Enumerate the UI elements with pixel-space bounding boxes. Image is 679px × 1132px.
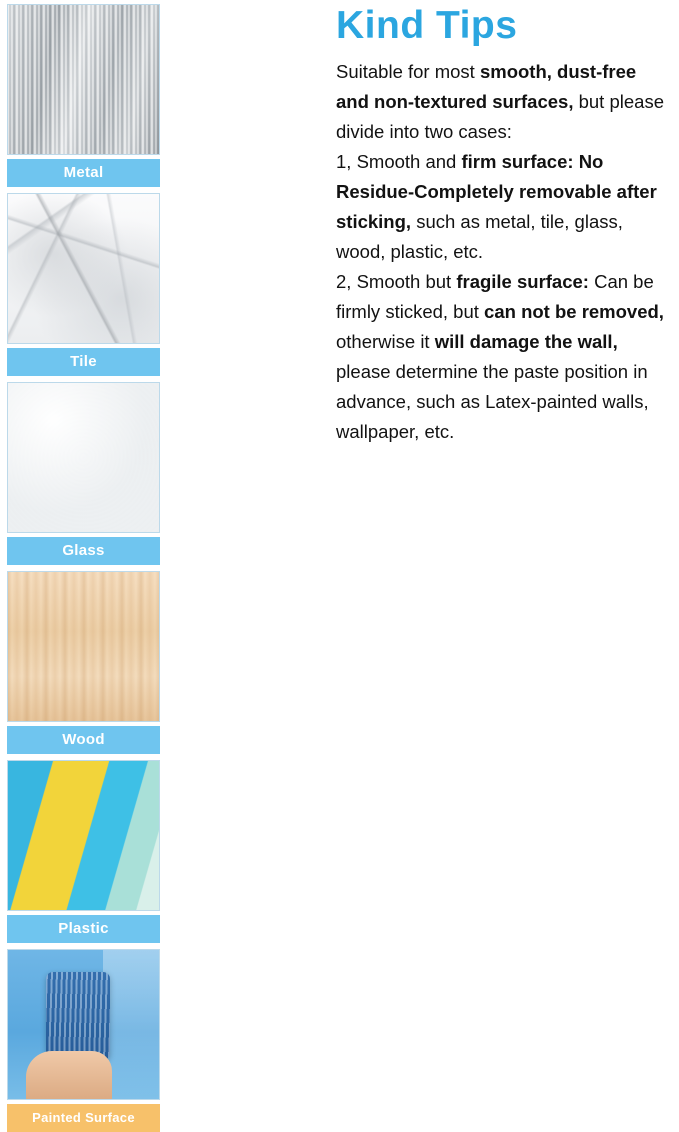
surface-card-plastic <box>7 760 160 943</box>
glass-swatch-image <box>7 382 160 533</box>
wood-swatch-image <box>7 571 160 722</box>
surface-label-tile: Tile <box>7 348 160 376</box>
case2-bold-2: can not be removed, <box>484 300 664 322</box>
surface-label-plastic: Plastic <box>7 915 160 943</box>
paint-roller-icon <box>46 972 110 1060</box>
surface-gallery <box>0 0 322 1125</box>
surface-label-painted-surface: Painted Surface <box>7 1104 160 1132</box>
surface-label-metal: Metal <box>7 159 160 187</box>
case2-bold-3: will damage the wall, <box>434 330 618 352</box>
case-2-paragraph <box>336 267 669 447</box>
tile-swatch-image <box>7 193 160 344</box>
case1-text-1: 1, Smooth and <box>336 150 462 172</box>
intro-bold-1: smooth, dust-free and non-textured surfaces, <box>336 60 637 112</box>
case2-bold-1: fragile surface: <box>456 270 589 292</box>
surface-card-painted-surface <box>7 949 160 1132</box>
intro-text-2: but please divide into two cases: <box>336 90 664 142</box>
surface-card-glass <box>7 382 160 565</box>
case2-text-4: please determine the paste position in advance, such as Latex-painted walls, wallpaper, etc. <box>336 360 649 442</box>
case2-text-2: Can be firmly sticked, but <box>336 270 654 322</box>
intro-text-1: Suitable for most <box>336 60 480 82</box>
hand-icon <box>26 1051 112 1100</box>
surface-label-wood: Wood <box>7 726 160 754</box>
metal-swatch-image <box>7 4 160 155</box>
tips-content <box>322 0 679 613</box>
page-title: Kind Tips <box>336 4 518 47</box>
painted-surface-photo <box>7 949 160 1100</box>
case-1-paragraph <box>336 147 669 267</box>
case2-text-1: 2, Smooth but <box>336 270 457 292</box>
case1-text-2: such as metal, tile, glass, wood, plastic, etc. <box>336 210 623 262</box>
plastic-swatch-image <box>7 760 160 911</box>
surface-label-glass: Glass <box>7 537 160 565</box>
surface-card-metal <box>7 4 160 187</box>
surface-card-wood <box>7 571 160 754</box>
case2-text-3: otherwise it <box>336 330 435 352</box>
surface-card-tile <box>7 193 160 376</box>
case1-bold-1: firm surface: No Residue-Completely removable after sticking, <box>336 150 657 232</box>
intro-paragraph <box>336 57 669 147</box>
